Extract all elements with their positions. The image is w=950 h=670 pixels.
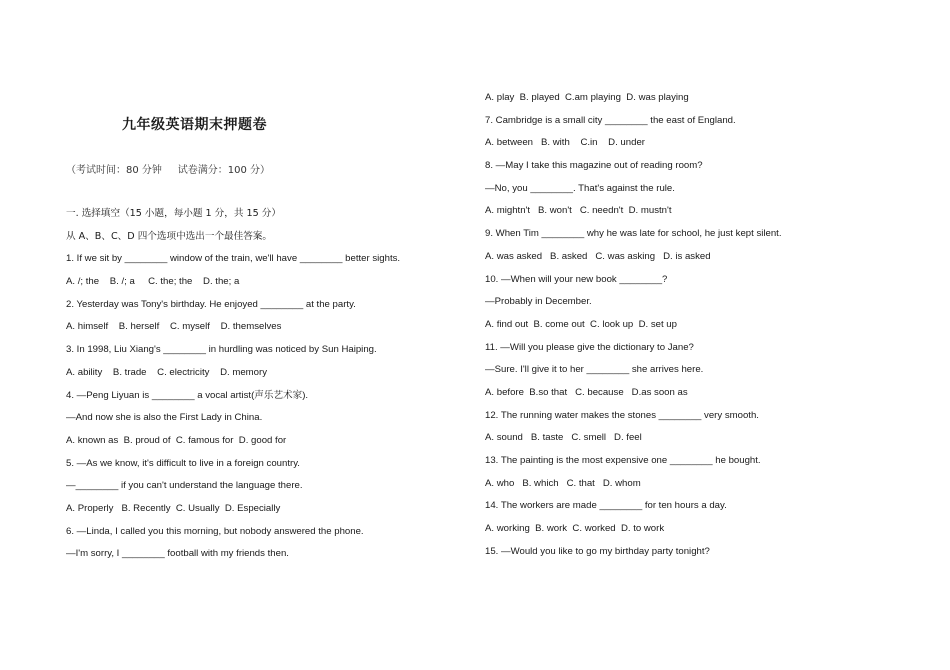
question-line: 12. The running water makes the stones ________ very smooth. <box>485 409 759 421</box>
question-line: 7. Cambridge is a small city ________ the east of England. <box>485 114 736 126</box>
exam-info: （考试时间：80 分钟 试卷满分：100 分） <box>66 165 271 176</box>
options-line: A. was asked B. asked C. was asking D. is asked <box>485 250 711 262</box>
options-line: A. working B. work C. worked D. to work <box>485 523 665 535</box>
options-line: A. ability B. trade C. electricity D. memory <box>66 366 267 378</box>
options-line: A. before B.so that C. because D.as soon as <box>485 386 688 398</box>
question-line: 11. —Will you please give the dictionary to Jane? <box>485 341 694 353</box>
options-line: A. sound B. taste C. smell D. feel <box>485 432 642 444</box>
question-line: 8. —May I take this magazine out of reading room? <box>485 160 703 172</box>
question-line: 9. When Tim ________ why he was late for school, he just kept silent. <box>485 228 782 240</box>
dialogue-line: —No, you ________. That's against the rule. <box>485 182 675 194</box>
question-line: 5. —As we know, it's difficult to live in a foreign country. <box>66 457 300 469</box>
question-line: 6. —Linda, I called you this morning, but nobody answered the phone. <box>66 525 364 537</box>
options-line: A. who B. which C. that D. whom <box>485 477 641 489</box>
options-line: A. play B. played C.am playing D. was playing <box>485 92 689 103</box>
options-line: A. known as B. proud of C. famous for D. good for <box>66 434 287 446</box>
options-line: A. /; the B. /; a C. the; the D. the; a <box>66 276 240 288</box>
question-line: 4. —Peng Liyuan is ________ a vocal artist(声乐艺术家). <box>66 389 309 401</box>
section-title: 一. 选择填空（15 小题，每小题 1 分，共 15 分） <box>66 208 281 219</box>
question-line: 2. Yesterday was Tony's birthday. He enjoyed ________ at the party. <box>66 298 356 310</box>
options-line: A. find out B. come out C. look up D. set up <box>485 318 677 330</box>
question-line: 10. —When will your new book ________? <box>485 273 668 285</box>
options-line: A. himself B. herself C. myself D. themselves <box>66 321 282 333</box>
right-column <box>485 91 885 567</box>
options-line: A. Properly B. Recently C. Usually D. Especially <box>66 502 281 514</box>
question-line: 14. The workers are made ________ for ten hours a day. <box>485 500 727 512</box>
question-line: 3. In 1998, Liu Xiang's ________ in hurdling was noticed by Sun Haiping. <box>66 344 377 356</box>
dialogue-line: —I'm sorry, I ________ football with my friends then. <box>66 548 289 560</box>
options-line: A. between B. with C.in D. under <box>485 137 645 149</box>
options-line: A. mightn't B. won't C. needn't D. mustn't <box>485 205 672 217</box>
question-line: 1. If we sit by ________ window of the train, we'll have ________ better sights. <box>66 253 401 265</box>
dialogue-line: —And now she is also the First Lady in China. <box>66 412 263 424</box>
left-column <box>66 207 466 570</box>
section-instruction: 从 A、B、C、D 四个选项中选出一个最佳答案。 <box>66 230 273 242</box>
question-line: 15. —Would you like to go my birthday party tonight? <box>485 545 710 557</box>
page-title: 九年级英语期末押题卷 <box>122 117 267 133</box>
dialogue-line: —Sure. I'll give it to her ________ she arrives here. <box>485 364 704 376</box>
question-line: 13. The painting is the most expensive one ________ he bought. <box>485 455 761 466</box>
dialogue-line: —________ if you can't understand the language there. <box>66 480 303 492</box>
dialogue-line: —Probably in December. <box>485 296 592 308</box>
